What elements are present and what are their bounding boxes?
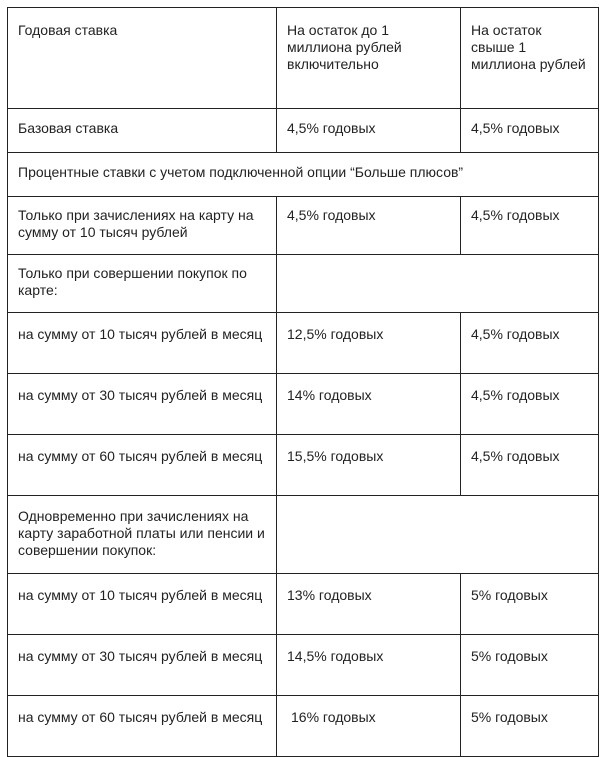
combined-60k-over-1m: 5% годовых	[461, 696, 599, 757]
table-row	[8, 313, 599, 374]
combined-30k-up-to-1m: 14,5% годовых	[277, 635, 461, 696]
purchases-10k-over-1m: 4,5% годовых	[461, 313, 599, 374]
purchases-only-title: Только при совершении покупок по карте:	[8, 255, 277, 313]
table-header-row	[8, 8, 599, 109]
combined-60k-up-to-1m-text: 16% годовых	[291, 709, 376, 725]
table-row	[8, 109, 599, 153]
combined-60k-label: на сумму от 60 тысяч рублей в месяц	[8, 696, 277, 757]
combined-10k-over-1m: 5% годовых	[461, 574, 599, 635]
purchases-60k-over-1m: 4,5% годовых	[461, 435, 599, 496]
table-row	[8, 435, 599, 496]
interest-rates-table	[7, 7, 599, 757]
purchases-30k-label: на сумму от 30 тысяч рублей в месяц	[8, 374, 277, 435]
header-over-1m: На остаток свыше 1 миллиона рублей	[461, 8, 599, 109]
combined-10k-label: на сумму от 10 тысяч рублей в месяц	[8, 574, 277, 635]
table-row	[8, 635, 599, 696]
purchases-only-empty-cell	[277, 255, 599, 313]
purchases-60k-up-to-1m: 15,5% годовых	[277, 435, 461, 496]
purchases-60k-label: на сумму от 60 тысяч рублей в месяц	[8, 435, 277, 496]
combined-30k-label: на сумму от 30 тысяч рублей в месяц	[8, 635, 277, 696]
header-annual-rate: Годовая ставка	[8, 8, 277, 109]
header-up-to-1m: На остаток до 1 миллиона рублей включительно	[277, 8, 461, 109]
purchases-30k-up-to-1m: 14% годовых	[277, 374, 461, 435]
deposit-only-over-1m: 4,5% годовых	[461, 197, 599, 255]
deposit-only-up-to-1m: 4,5% годовых	[277, 197, 461, 255]
base-rate-label: Базовая ставка	[8, 109, 277, 153]
purchases-30k-over-1m: 4,5% годовых	[461, 374, 599, 435]
deposit-only-label: Только при зачислениях на карту на сумму от 10 тысяч рублей	[8, 197, 277, 255]
table-row	[8, 696, 599, 757]
table-row	[8, 574, 599, 635]
section-more-pluses-title: Процентные ставки с учетом подключенной опции “Больше плюсов”	[8, 153, 599, 197]
combined-10k-up-to-1m: 13% годовых	[277, 574, 461, 635]
purchases-10k-label: на сумму от 10 тысяч рублей в месяц	[8, 313, 277, 374]
section-row	[8, 153, 599, 197]
subsection-row	[8, 496, 599, 574]
subsection-row	[8, 255, 599, 313]
table-row	[8, 197, 599, 255]
table-row	[8, 374, 599, 435]
combined-title: Одновременно при зачислениях на карту заработной платы или пенсии и совершении покупок:	[8, 496, 277, 574]
base-rate-over-1m: 4,5% годовых	[461, 109, 599, 153]
combined-empty-cell	[277, 496, 599, 574]
purchases-10k-up-to-1m: 12,5% годовых	[277, 313, 461, 374]
base-rate-up-to-1m: 4,5% годовых	[277, 109, 461, 153]
combined-30k-over-1m: 5% годовых	[461, 635, 599, 696]
combined-60k-up-to-1m	[277, 696, 461, 757]
